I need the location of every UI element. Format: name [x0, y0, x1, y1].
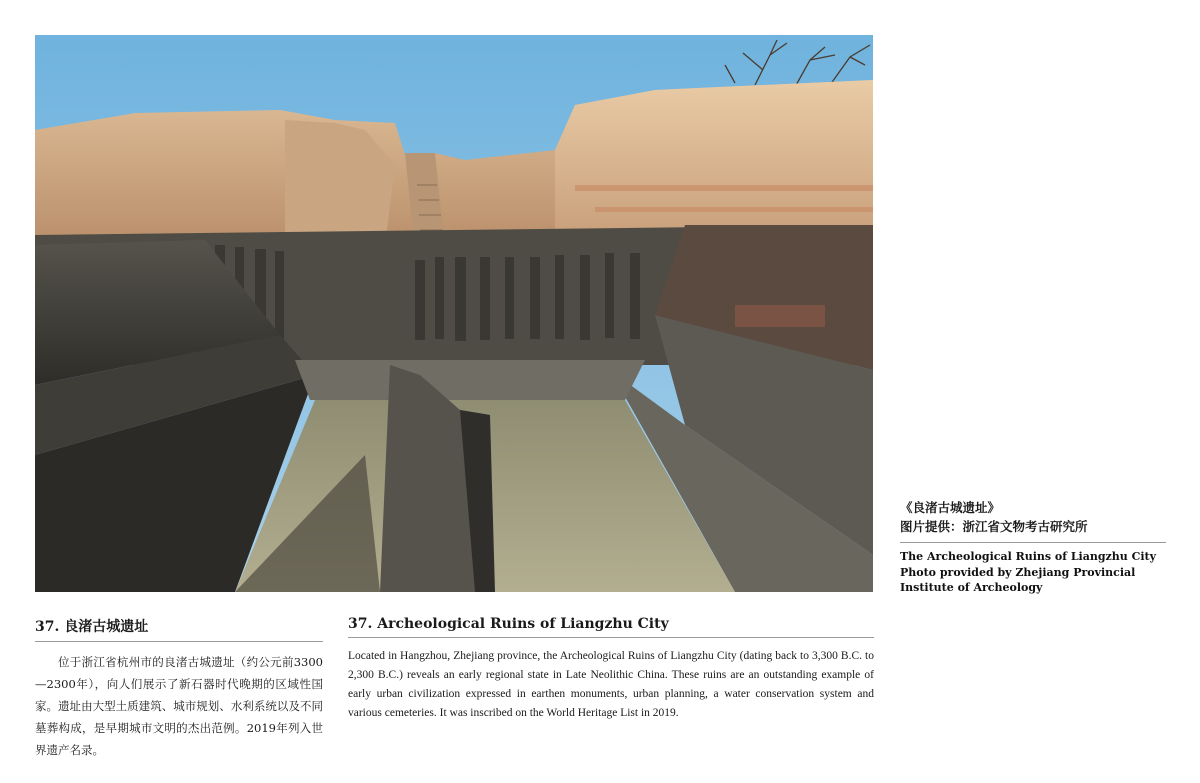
body-zh: 位于浙江省杭州市的良渚古城遗址（约公元前3300—2300年），向人们展示了新石器时代晚期的区域性国家。遗址由大型土质建筑、城市规划、水利系统以及不同墓葬构成，是早期城市文明的杰出范例。2019年列入世界遗产名录。: [35, 655, 323, 757]
english-column: [348, 616, 874, 723]
chinese-column: [35, 616, 323, 761]
caption-title-zh: 《良渚古城遗址》: [900, 500, 1001, 515]
body-en: Located in Hangzhou, Zhejiang province, the Archeological Ruins of Liangzhu City (dating back to 3,300 B.C. to 2,300 B.C.) reveals an early regional state in Late Neolithic China. These ruins are an outstanding example of early urban civilization expressed in earthen monuments, urban planning, a water conservation system and various cemeteries. It was inscribed on the World Heritage List in 2019.: [348, 650, 874, 719]
site-photo: [35, 35, 873, 592]
caption-title-en: The Archeological Ruins of Liangzhu City: [900, 550, 1157, 563]
caption-credit-en: Photo provided by Zhejiang Provincial Institute of Archeology: [900, 565, 1136, 594]
caption-divider: [900, 542, 1166, 543]
caption-credit-zh: 图片提供：浙江省文物考古研究所: [900, 519, 1088, 534]
photo-caption: [900, 498, 1166, 596]
photo-drawing: [35, 35, 873, 592]
heading-zh: 37. 良渚古城遗址: [35, 616, 323, 642]
heading-en: 37. Archeological Ruins of Liangzhu City: [348, 616, 874, 638]
